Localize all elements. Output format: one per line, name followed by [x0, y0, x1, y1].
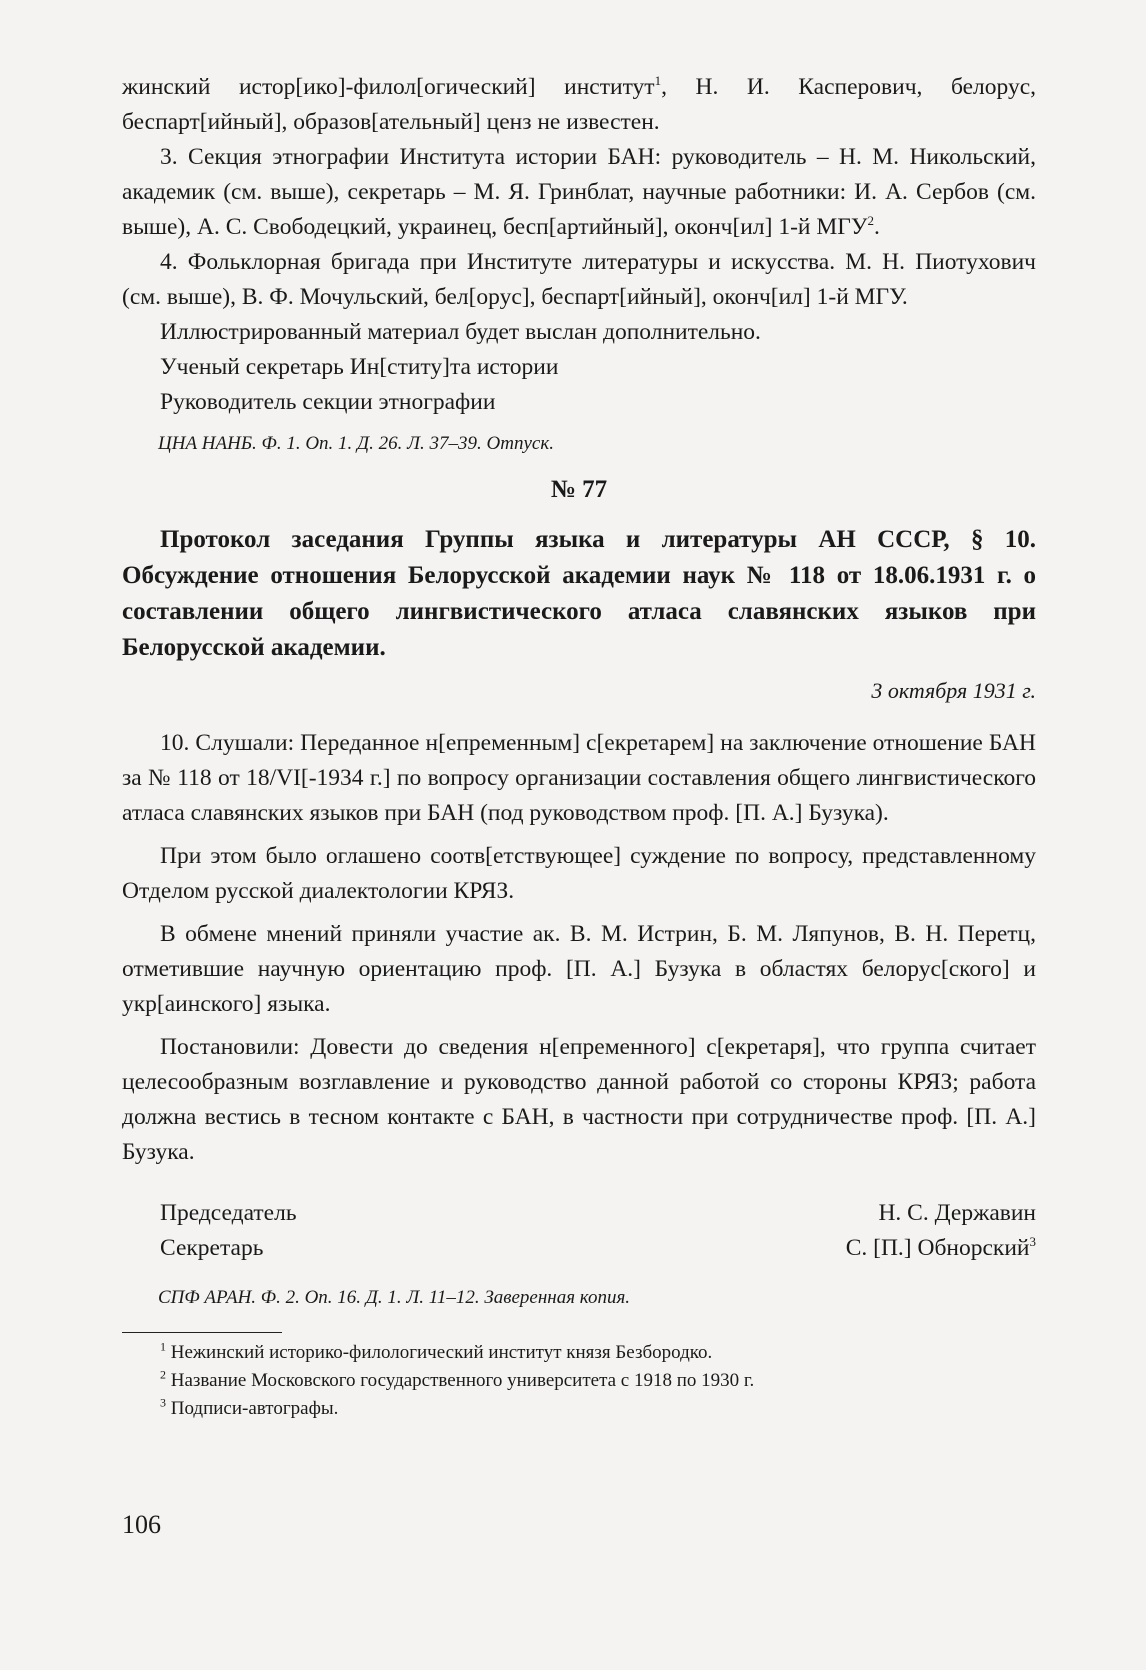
paragraph-illustrated-material: Иллюстрированный материал будет выслан дополнительно. — [160, 319, 761, 345]
footnote-1: $^1$ Нежинский историко-филологический институт князя Безбородко. — [160, 1339, 713, 1363]
archive-source-2: СПФ АРАН. Ф. 2. Оп. 16. Д. 1. Л. 11–12. Заверенная копия. — [158, 1287, 631, 1308]
paragraph-scientific-secretary: Ученый секретарь Ин[ститу]та истории — [160, 354, 559, 380]
signature-name: С. [П.] Обнорский$^3$ — [845, 1234, 1036, 1261]
document-title: Протокол заседания Группы языка и литературы АН СССР, § 10. Обсуждение отношения Белорусской академии наук № 118 от 18.06.1931 г. о составлении общего лингвистического атласа славянских языков при Белорусской академии. — [122, 526, 1036, 661]
archive-source-1: ЦНА НАНБ. Ф. 1. Оп. 1. Д. 26. Л. 37–39. Отпуск. — [158, 433, 554, 454]
paragraph-section-head: Руководитель секции этнографии — [160, 389, 496, 415]
signature-secretary — [122, 1231, 1036, 1266]
page-number: 106 — [122, 1510, 161, 1539]
signature-name: Н. С. Державин — [878, 1200, 1036, 1226]
paragraph-resolved: Постановили: Довести до сведения н[епременного] с[екретаря], что группа считает целесообразным возглавление и руководство данной работой со стороны КРЯЗ; работа должна вестись в тесном контакте с БАН, в частности при сотрудничестве проф. [П. А.] Бузука. — [122, 1034, 1036, 1165]
document-number: № 77 — [550, 476, 608, 503]
footnote-2: $^2$ Название Московского государственного университета с 1918 по 1930 г. — [160, 1367, 755, 1391]
paragraph-ethnography-section: 3. Секция этнографии Института истории БАН: руководитель – Н. М. Никольский, академик (см. выше), секретарь – М. Я. Гринблат, научные работники: И. А. Сербов (см. выше), А. С. Свободецкий, украинец, бесп[артийный], оконч[ил] 1-й МГУ$^2$. — [122, 144, 1036, 240]
paragraph-discussion: В обмене мнений приняли участие ак. В. М. Истрин, Б. М. Ляпунов, В. Н. Перетц, отметившие научную ориентацию проф. [П. А.] Бузука в областях белорус[ского] и укр[аинского] языка. — [122, 921, 1036, 1017]
paragraph-folklore-brigade: 4. Фольклорная бригада при Институте литературы и искусства. М. Н. Пиотухович (см. выше), В. Ф. Мочульский, бел[орус], беспарт[ийный], оконч[ил] 1-й МГУ. — [122, 249, 1036, 310]
signature-role: Председатель — [160, 1200, 297, 1226]
footnote-divider — [122, 1332, 282, 1333]
paragraph-announced: При этом было оглашено соотв[етствующее] суждение по вопросу, представленному Отделом русской диалектологии КРЯЗ. — [122, 843, 1036, 904]
paragraph-continuation: жинский истор[ико]-филол[огический] институт$^1$, Н. И. Касперович, белорус, беспарт[ийный], образов[ательный] ценз не известен. — [122, 73, 1036, 135]
signature-role: Секретарь — [160, 1235, 264, 1261]
document-date: 3 октября 1931 г. — [871, 678, 1036, 703]
signatures-block — [122, 1196, 1036, 1266]
signature-chairman — [122, 1196, 1036, 1231]
paragraph-heard: 10. Слушали: Переданное н[епременным] с[екретарем] на заключение отношение БАН за № 118 от 18/VI[-1934 г.] по вопросу организации составления общего лингвистического атласа славянских языков при БАН (под руководством проф. [П. А.] Бузука). — [122, 730, 1036, 826]
footnote-3: $^3$ Подписи-автографы. — [160, 1395, 339, 1419]
